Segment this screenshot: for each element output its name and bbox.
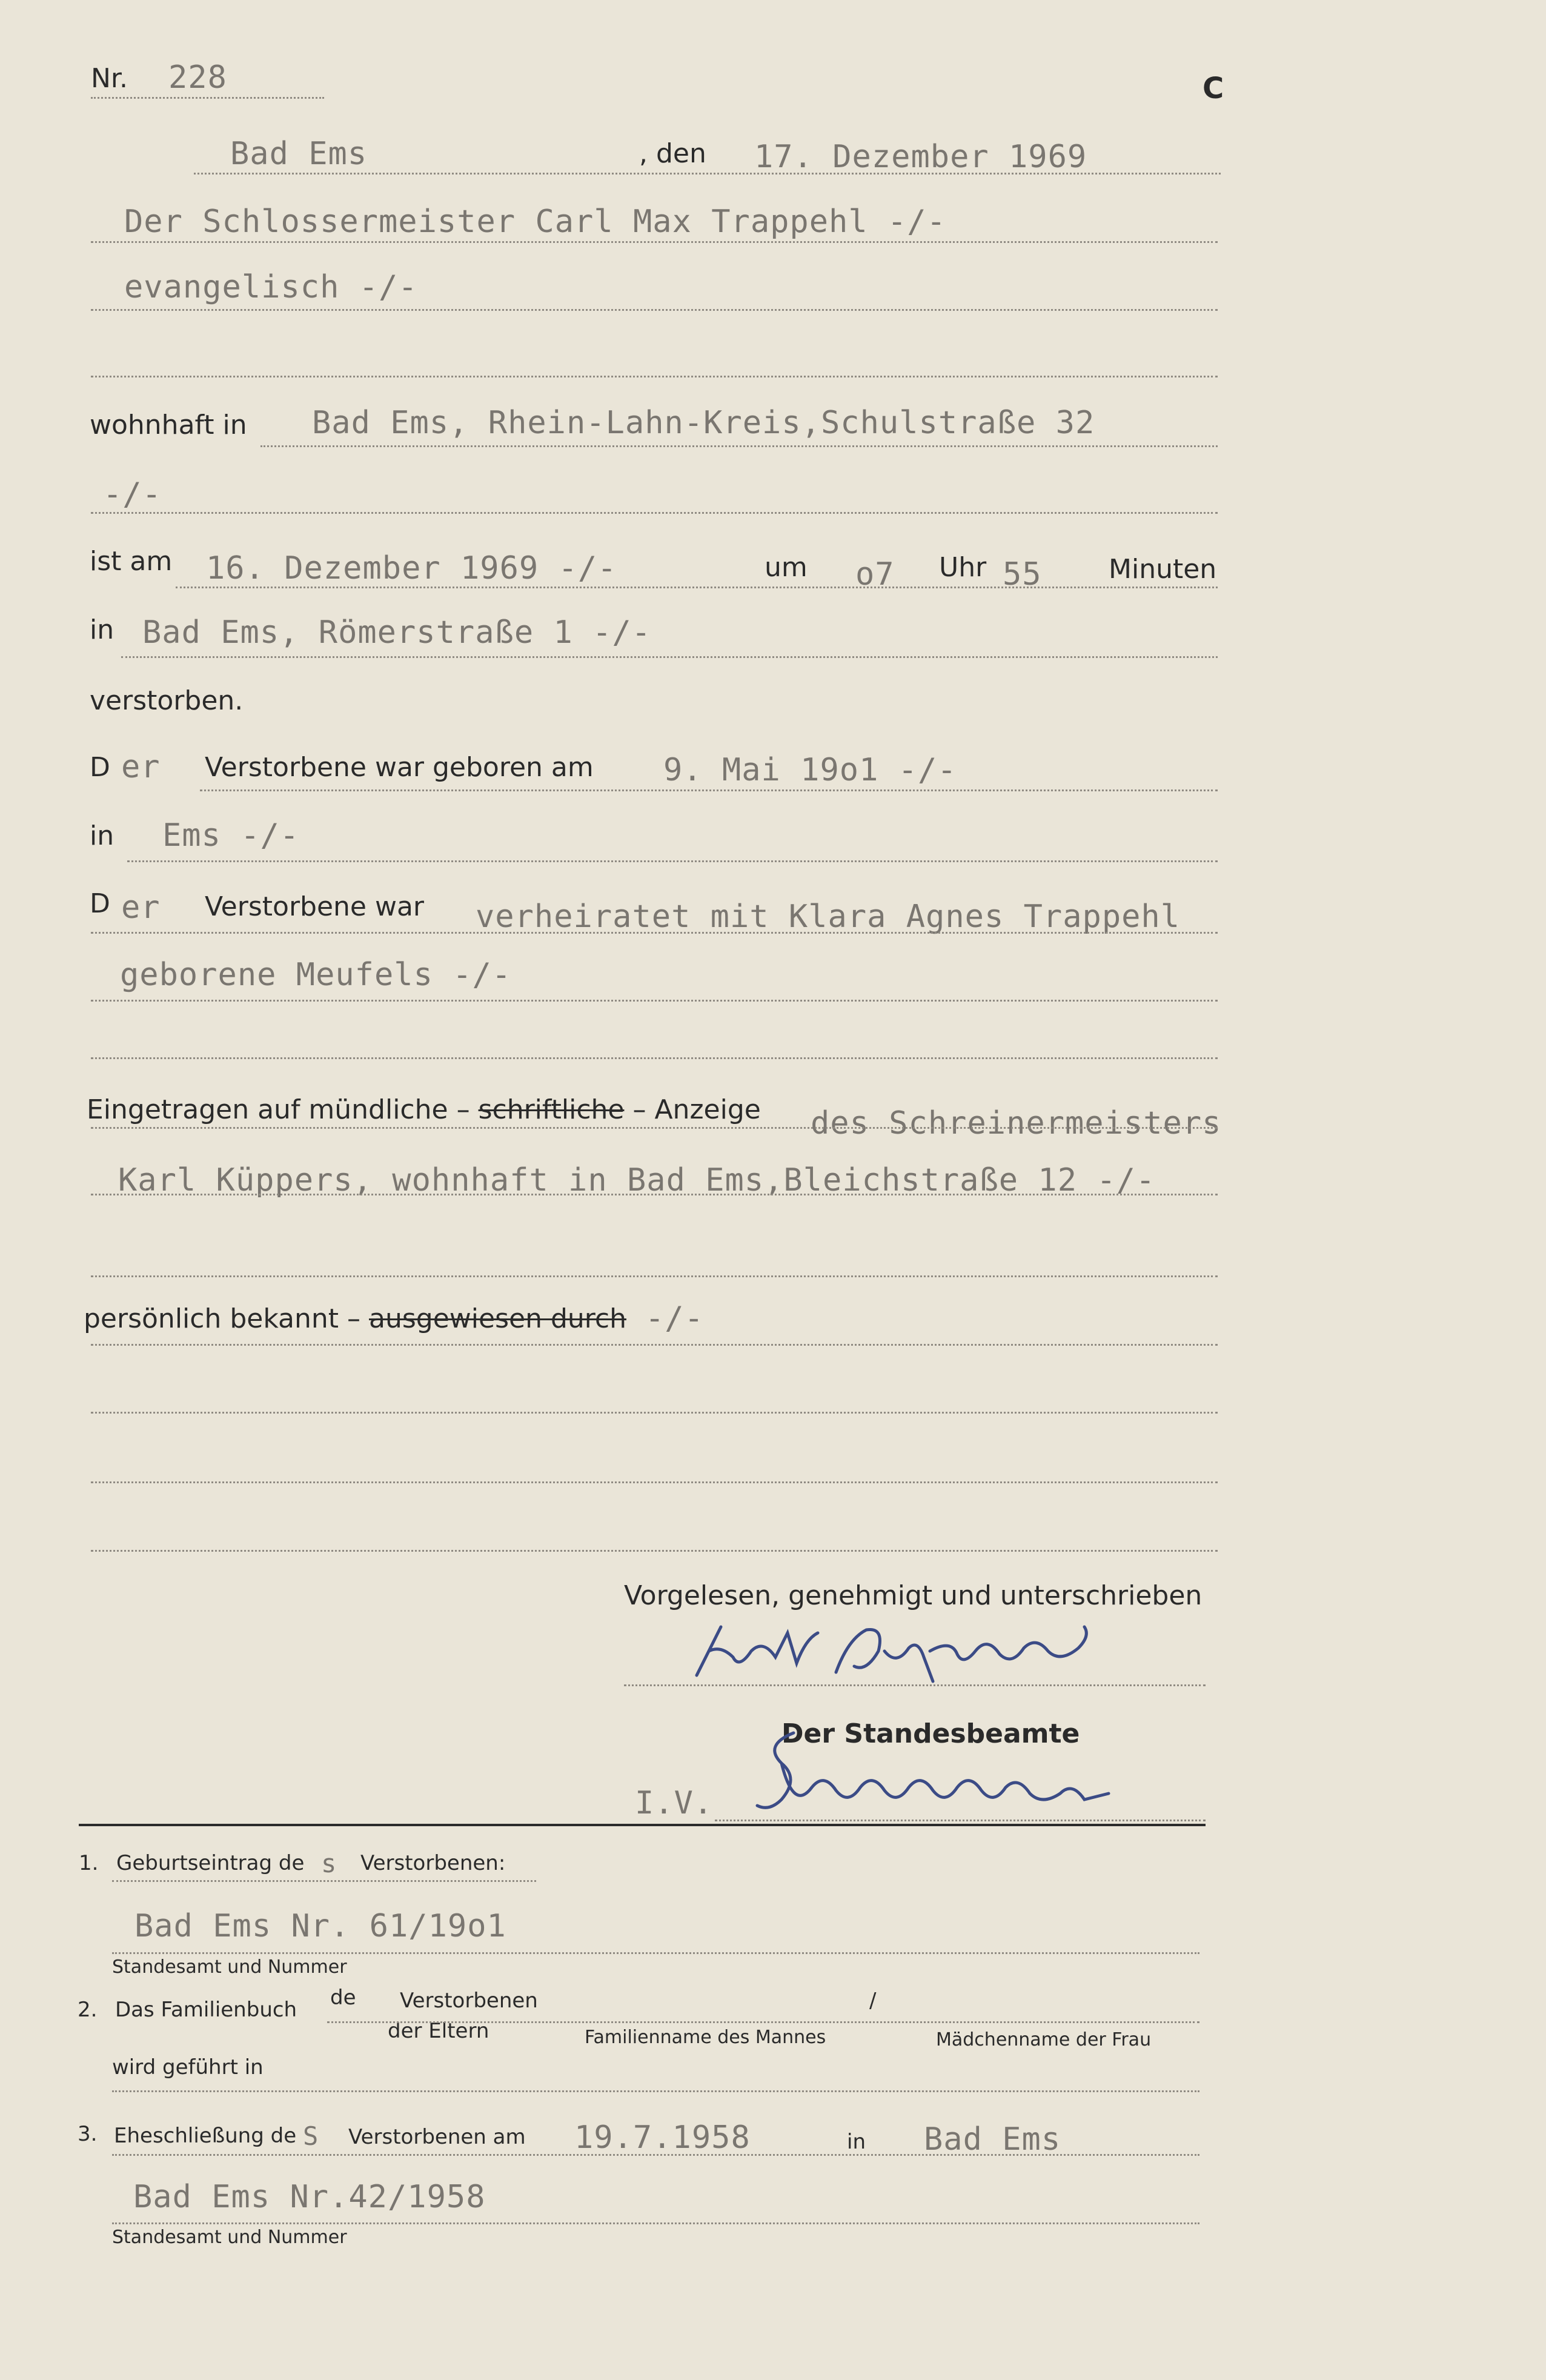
item1-value: Bad Ems Nr. 61/19o1 xyxy=(134,1908,506,1944)
item3-value: Bad Ems Nr.42/1958 xyxy=(133,2179,486,2215)
item1-number: 1. xyxy=(79,1851,99,1875)
birth-text: Verstorbene war geboren am xyxy=(205,752,594,783)
item1-s: s xyxy=(321,1849,337,1878)
official-label: Der Standesbeamte xyxy=(781,1718,1080,1749)
birth-d-label: D xyxy=(90,752,110,783)
signature-official-drawing xyxy=(745,1718,1121,1824)
item3-line xyxy=(112,2154,1199,2156)
report-label-post: – Anzeige xyxy=(632,1094,761,1125)
minuten-label: Minuten xyxy=(1109,554,1217,585)
name-line xyxy=(91,241,1218,243)
item1-label2: Verstorbenen: xyxy=(360,1851,506,1875)
nr-line xyxy=(91,97,324,99)
corner-mark: C xyxy=(1203,71,1224,105)
wohnhaft-label: wohnhaft in xyxy=(90,410,247,440)
item3-place: Bad Ems xyxy=(924,2121,1061,2158)
hour-value: o7 xyxy=(855,556,895,593)
address-cont: -/- xyxy=(103,476,162,513)
item2-name-line xyxy=(327,2021,1199,2023)
minute-value: 55 xyxy=(1003,556,1042,593)
marriage-d-label: D xyxy=(90,888,110,919)
deceased-name: Der Schlossermeister Carl Max Trappehl -/- xyxy=(124,204,946,240)
address-value: Bad Ems, Rhein-Lahn-Kreis,Schulstraße 32 xyxy=(312,405,1095,441)
birth-er-typed: er xyxy=(121,749,161,785)
death-date-line xyxy=(176,587,1218,588)
informant-line xyxy=(91,1194,1218,1195)
report-label xyxy=(87,1094,761,1125)
blank-line-4 xyxy=(91,1412,1218,1414)
item2-label2: wird geführt in xyxy=(112,2055,264,2079)
marriage-text: Verstorbene war xyxy=(205,891,425,922)
blank-line-1 xyxy=(91,376,1218,377)
section-divider xyxy=(79,1824,1206,1826)
item2-option-verstorbenen: Verstorbenen xyxy=(400,1989,538,2013)
item3-date: 19.7.1958 xyxy=(574,2119,751,2156)
item3-label2: Verstorbenen am xyxy=(348,2125,526,2149)
religion-value: evangelisch -/- xyxy=(124,269,418,305)
birth-place-line xyxy=(127,860,1218,862)
signature-official xyxy=(745,1718,1121,1826)
uhr-label: Uhr xyxy=(939,552,987,583)
known-label-pre: persönlich bekannt – xyxy=(84,1303,361,1334)
blank-line-6 xyxy=(91,1550,1218,1552)
known-label xyxy=(84,1303,626,1334)
item1-label: Geburtseintrag de xyxy=(116,1851,305,1875)
informant-cont: Karl Küppers, wohnhaft in Bad Ems,Bleichstraße 12 -/- xyxy=(118,1162,1156,1198)
item3-label: Eheschließung de xyxy=(114,2124,297,2148)
blank-line-2 xyxy=(91,1057,1218,1059)
item2-option-eltern: der Eltern xyxy=(388,2019,489,2043)
item3-number: 3. xyxy=(78,2122,98,2146)
marital-status-cont: geborene Meufels -/- xyxy=(120,957,512,993)
report-label-pre: Eingetragen auf mündliche – xyxy=(87,1094,470,1125)
place-value: Bad Ems xyxy=(230,136,368,172)
item2-caption-woman: Mädchenname der Frau xyxy=(936,2029,1152,2050)
iv-label: I.V. xyxy=(635,1785,714,1821)
signature-line-2 xyxy=(715,1820,1206,1821)
known-line xyxy=(91,1344,1218,1346)
date-line xyxy=(194,173,1221,175)
blank-line-3 xyxy=(91,1275,1218,1277)
blank-line-5 xyxy=(91,1481,1218,1483)
birth-date: 9. Mai 19o1 -/- xyxy=(663,752,957,788)
nr-label: Nr. xyxy=(91,63,128,94)
ist-am-label: ist am xyxy=(90,546,173,577)
religion-line xyxy=(91,309,1218,311)
birth-in-label: in xyxy=(90,820,114,851)
item3-value-line xyxy=(112,2222,1199,2224)
known-value: -/- xyxy=(645,1300,704,1337)
marriage-line-2 xyxy=(91,1000,1218,1002)
nr-value: 228 xyxy=(168,59,227,96)
report-label-struck: schriftliche xyxy=(478,1094,625,1125)
date-value: 17. Dezember 1969 xyxy=(754,139,1087,175)
in-label: in xyxy=(90,614,114,645)
informant: des Schreinermeisters xyxy=(811,1105,1222,1142)
item3-s: S xyxy=(303,2121,319,2151)
death-date: 16. Dezember 1969 -/- xyxy=(206,550,617,587)
item3-in: in xyxy=(847,2130,866,2154)
verstorben-label: verstorben. xyxy=(90,685,244,716)
item3-caption: Standesamt und Nummer xyxy=(112,2227,347,2248)
birth-place: Ems -/- xyxy=(162,817,300,854)
report-line xyxy=(91,1127,1218,1129)
birth-line xyxy=(200,789,1218,791)
death-place: Bad Ems, Römerstraße 1 -/- xyxy=(142,614,651,651)
death-place-line xyxy=(121,656,1218,658)
signature-line-1 xyxy=(624,1684,1206,1686)
known-label-struck: ausgewiesen durch xyxy=(369,1303,626,1334)
read-approved-label: Vorgelesen, genehmigt und unterschrieben xyxy=(624,1580,1203,1611)
item2-label: Das Familienbuch xyxy=(115,1998,297,2022)
item2-caption-man: Familienname des Mannes xyxy=(585,2027,826,2048)
um-label: um xyxy=(765,552,808,583)
item2-de: de xyxy=(330,1986,356,2010)
marital-status: verheiratet mit Klara Agnes Trappehl xyxy=(476,899,1181,935)
item1-label-line xyxy=(112,1880,536,1882)
item2-number: 2. xyxy=(78,1998,98,2022)
signature-informant-drawing xyxy=(685,1615,1109,1687)
item1-value-line xyxy=(112,1952,1199,1954)
den-label: , den xyxy=(639,138,706,169)
signature-informant xyxy=(685,1615,1109,1690)
address-line-2 xyxy=(91,512,1218,514)
marriage-er-typed: er xyxy=(121,889,161,926)
item1-caption: Standesamt und Nummer xyxy=(112,1956,347,1978)
item2-slash: / xyxy=(869,1989,877,2013)
address-line xyxy=(260,445,1218,447)
item2-place-line xyxy=(112,2090,1199,2092)
marriage-line xyxy=(91,932,1218,934)
